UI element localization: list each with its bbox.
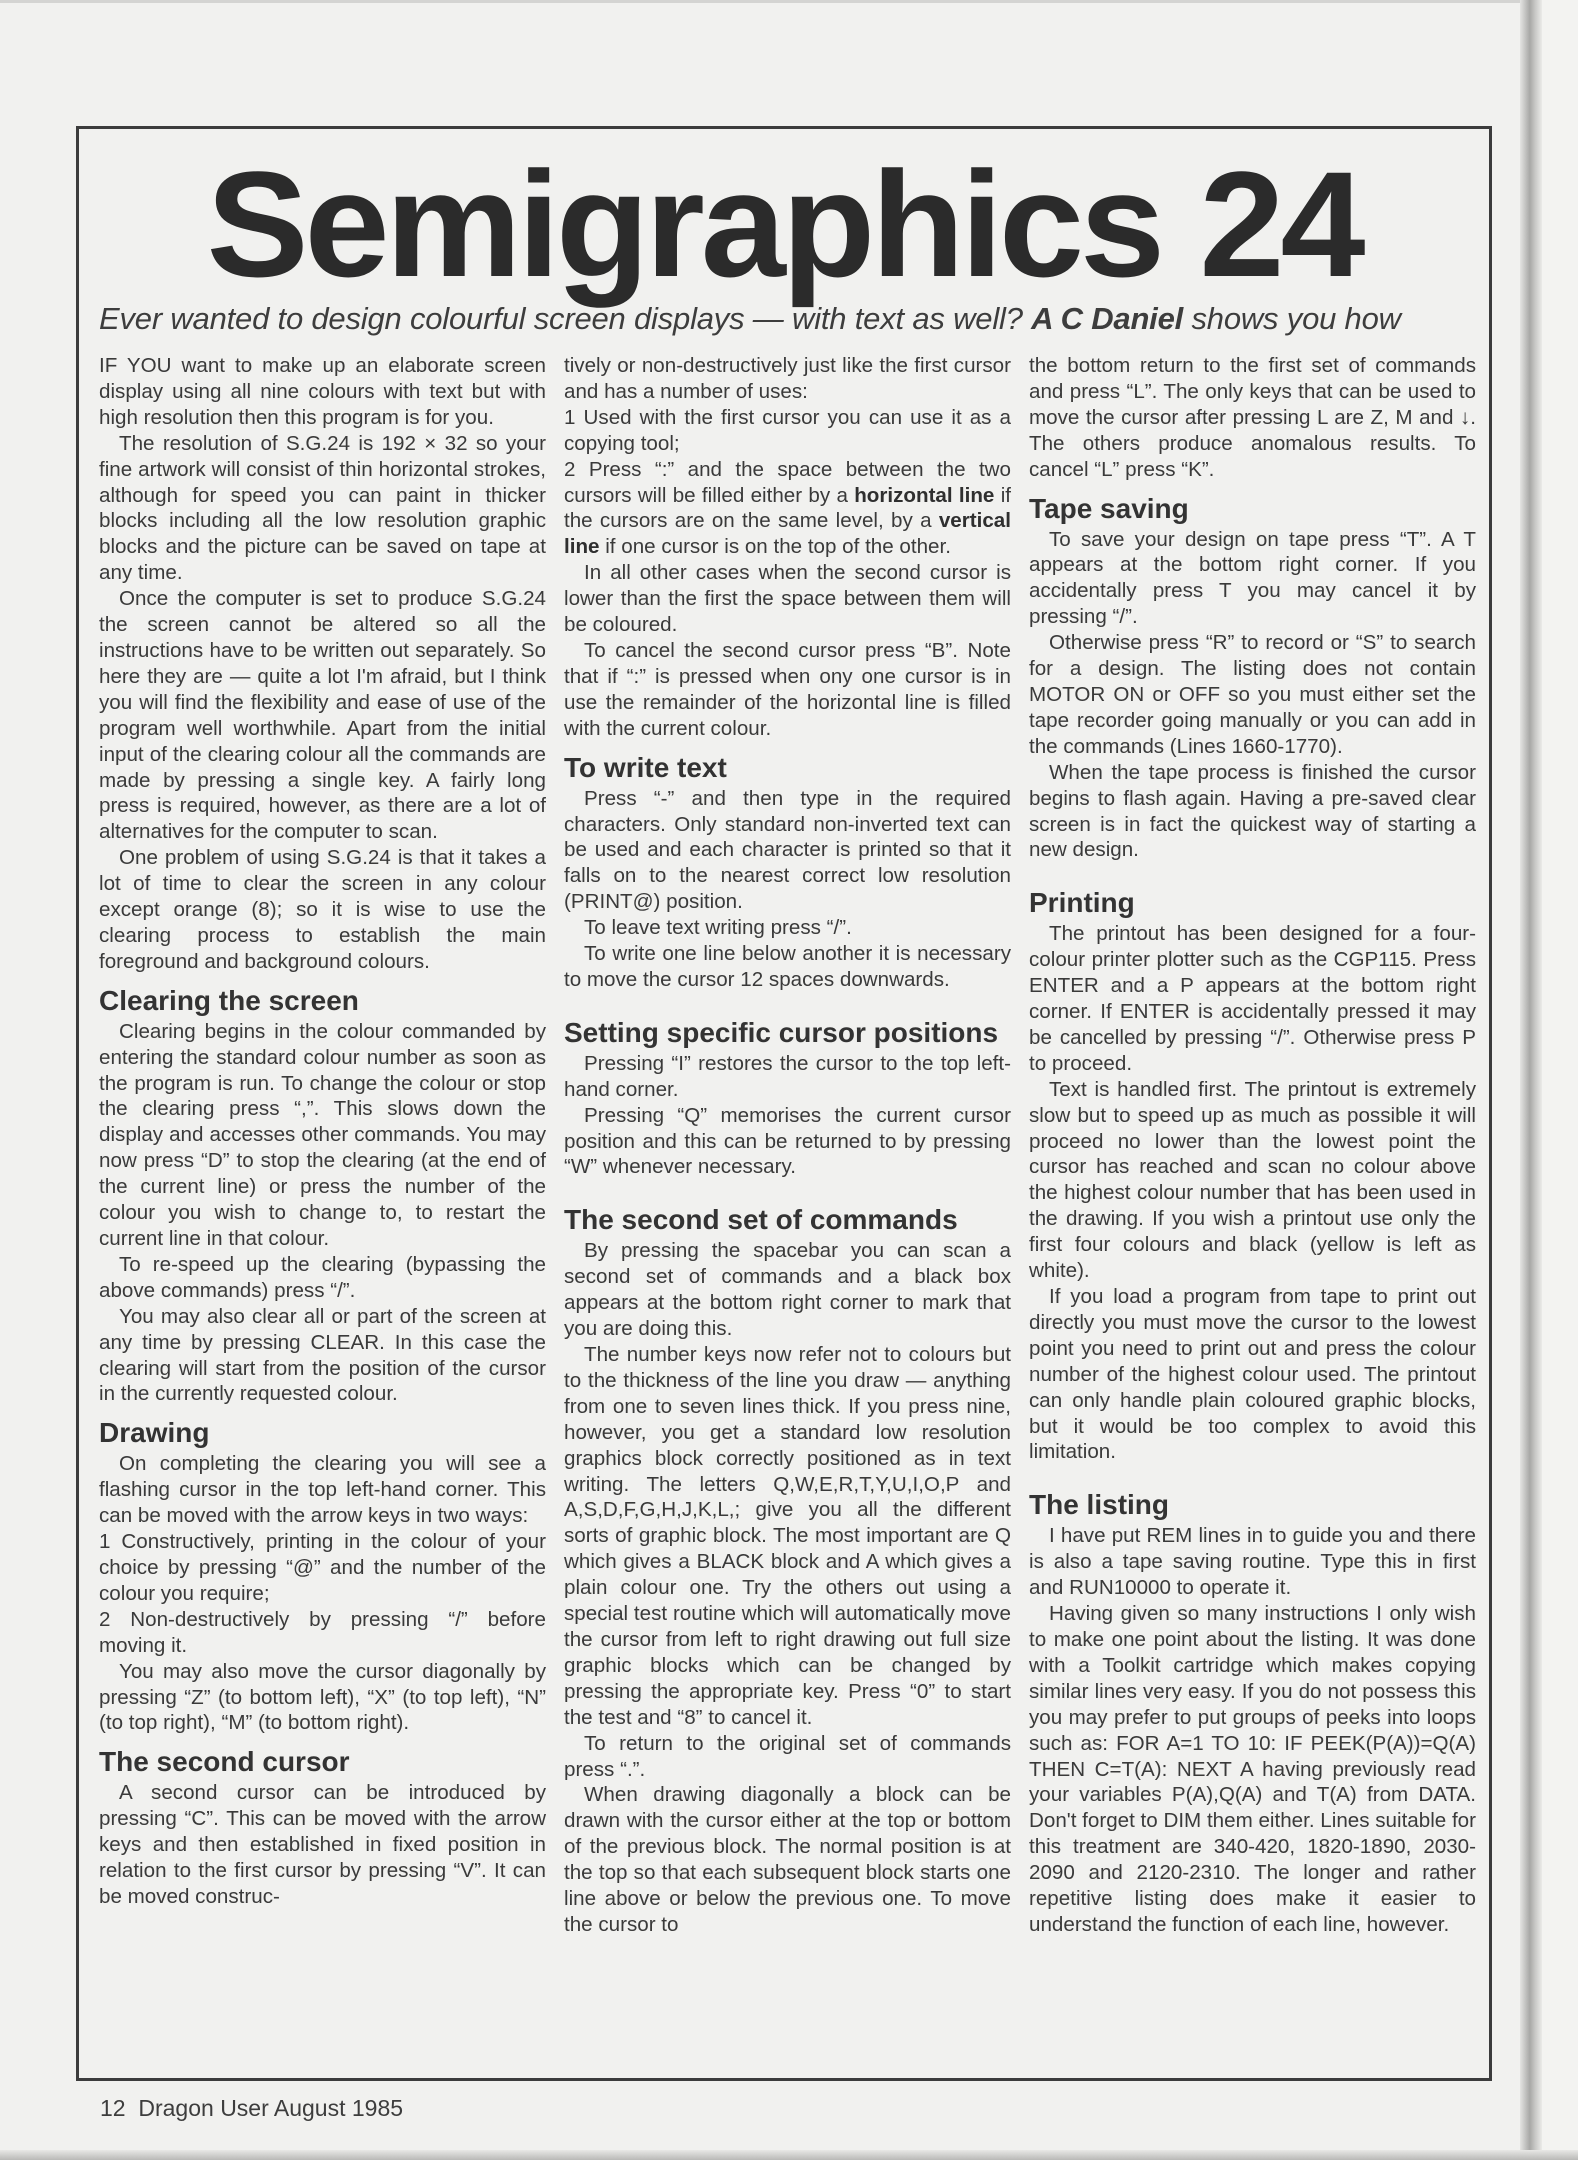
section-heading-printing: Printing [1029, 887, 1135, 919]
paragraph: Text is handled first. The printout is extremely slow but to speed up as much as possible it will proceed no lower than the lowest point the cursor has reached and scan no colour above the highest colour number that has been used in the drawing. If you wish a printout use only the first four colours and black (yellow is left as white). [1029, 1077, 1476, 1283]
paragraph: tively or non-destructively just like the first cursor and has a number of uses: [564, 354, 1011, 403]
section-heading-write-text: To write text [564, 751, 727, 783]
emphasis-horizontal-line: horizontal line [854, 483, 995, 507]
paragraph: The printout has been designed for a four-colour printer plotter such as the CGP115. Press ENTER and a P appears at the bottom right corner. If ENTER is accidentally pressed it may be cancelled by pressing “/”. Otherwise press P to proceed. [1029, 922, 1476, 1075]
section-heading-clearing: Clearing the screen [99, 984, 359, 1016]
intro-paragraph: IF YOU want to make up an elaborate screen display using all nine colours with text but with high resolution then this program is for you. [99, 354, 546, 429]
paragraph: the bottom return to the first set of commands and press “L”. The only keys that can be used to move the cursor after pressing L are Z, M and ↓. The others produce anomalous results. To cancel “L” press “K”. [1029, 354, 1476, 481]
column-3 [1029, 353, 1476, 1938]
paragraph: To cancel the second cursor press “B”. Note that if “:” is pressed when ony one cursor is in use the remainder of the horizontal line is filled with the current colour. [564, 638, 1011, 740]
paragraph: A second cursor can be introduced by pressing “C”. This can be moved with the arrow keys and then established in fixed position in relation to the first cursor by pressing “V”. It can be moved construc- [99, 1781, 546, 1908]
paragraph: I have put REM lines in to guide you and there is also a tape saving routine. Type this in first and RUN10000 to operate it. [1029, 1524, 1476, 1600]
paragraph: If you load a program from tape to print out directly you must move the cursor to the lowest point you need to print out and press the colour number of the highest colour used. The printout can only handle plain coloured graphic blocks, but it would be too complex to avoid this limitation. [1029, 1285, 1476, 1464]
numbered-item: 1 Constructively, printing in the colour of your choice by pressing “@” and the number of the colour you require; [99, 1530, 546, 1605]
page-footer [100, 2095, 403, 2122]
paragraph: Pressing “I” restores the cursor to the top left-hand corner. [564, 1051, 1011, 1101]
page-number: 12 [100, 2095, 126, 2121]
section-heading-second-cursor: The second cursor [99, 1746, 350, 1778]
adjacent-page-edge [1542, 0, 1578, 2160]
publication-issue: Dragon User August 1985 [138, 2095, 404, 2121]
paragraph: Pressing “Q” memorises the current cursor position and this can be returned to by pressing “W” whenever necessary. [564, 1103, 1011, 1179]
author-name: A C Daniel [1031, 301, 1184, 336]
paragraph: To leave text writing press “/”. [584, 916, 852, 940]
paragraph: Having given so many instructions I only wish to make one point about the listing. It was done with a Toolkit cartridge which makes copying similar lines very easy. If you do not possess this you may prefer to put groups of peeks into loops such as: FOR A=1 TO 10: IF PEEK(P(A))=Q(A) THEN C=T(A): NEXT A having previously read your variables P(A),Q(A) and T(A) from DATA. Don't forget to DIM them either. Lines suitable for this treatment are 340-420, 1820-1890, 2030-2090 and 2120-2310. The longer and rather repetitive listing does make it easier to understand the function of each line, however. [1029, 1602, 1476, 1936]
section-heading-listing: The listing [1029, 1489, 1169, 1521]
paragraph: Clearing begins in the colour commanded by entering the standard colour number as soon as the program is run. To change the colour or stop the clearing press “,”. This slows down the display and accesses other commands. You may now press “D” to stop the clearing (at the end of the current line) or press the number of the colour you wish to change to, to restart the current line in that colour. [99, 1019, 546, 1250]
subtitle-tail: shows you how [1191, 301, 1401, 336]
paragraph: To re-speed up the clearing (bypassing the above commands) press “/”. [99, 1252, 546, 1302]
column-2 [564, 353, 1011, 1938]
article-subtitle [99, 301, 1479, 337]
paragraph: To write one line below another it is necessary to move the cursor 12 spaces downwards. [564, 942, 1011, 991]
paragraph: To save your design on tape press “T”. A T appears at the bottom right corner. If you accidentally press T you may cancel it by pressing “/”. [1029, 527, 1476, 629]
paragraph: By pressing the spacebar you can scan a second set of commands and a black box appears at the bottom right corner to mark that you are doing this. [564, 1239, 1011, 1341]
paragraph: When drawing diagonally a block can be drawn with the cursor either at the top or bottom of the previous block. The normal position is at the top so that each subsequent block starts one line above or below the previous one. To move the cursor to [564, 1783, 1011, 1936]
article-frame [76, 126, 1492, 2081]
paragraph: One problem of using S.G.24 is that it takes a lot of time to clear the screen in any colour except orange (8); so it is wise to use the clearing process to establish the main foreground and background colours. [99, 846, 546, 973]
binding-gutter-shadow [1520, 0, 1542, 2160]
paragraph: Otherwise press “R” to record or “S” to search for a design. The listing does not contain MOTOR ON or OFF so you must either set the tape recorder going manually or you can add in the commands (Lines 1660-1770). [1029, 631, 1476, 758]
emphasis-vertical-line: vertical line [564, 509, 1011, 559]
paragraph: Press “-” and then type in the required characters. Only standard non-inverted text can be used and each character is printed so that it falls on to the nearest correct low resolution (PRINT@) position. [564, 786, 1011, 914]
column-1 [99, 353, 546, 1938]
numbered-item: 1 Used with the first cursor you can use it as a copying tool; [564, 405, 1011, 455]
paragraph: The resolution of S.G.24 is 192 × 32 so your fine artwork will consist of thin horizontal strokes, although for speed you can paint in thicker blocks including all the low resolution graphic blocks and the picture can be saved on tape at any time. [99, 431, 546, 585]
article-title: Semigraphics 24 [206, 140, 1362, 308]
subtitle-lead: Ever wanted to design colourful screen displays — with text as well? [99, 301, 1023, 336]
section-heading-second-set: The second set of commands [564, 1204, 958, 1236]
numbered-item: 2 Press “:” and the space between the two cursors will be filled either by a horizontal line if the cursors are on the same level, by a vertical line if one cursor is on the top of the other. [564, 457, 1011, 559]
paragraph: To return to the original set of commands press “.”. [564, 1731, 1011, 1781]
section-heading-cursor-positions: Setting specific cursor positions [564, 1016, 999, 1048]
section-heading-drawing: Drawing [99, 1417, 210, 1449]
page-bottom-edge [0, 2150, 1578, 2160]
paragraph: Once the computer is set to produce S.G.24 the screen cannot be altered so all the instructions have to be written out separately. So here they are — quite a lot I'm afraid, but I think you will find the flexibility and ease of use of the program well worthwhile. Apart from the initial input of the clearing colour all the commands are made by pressing a single key. A fairly long press is required, however, as there are a lot of alternatives for the computer to scan. [99, 587, 546, 844]
section-heading-tape-saving: Tape saving [1029, 492, 1189, 524]
paragraph: The number keys now refer not to colours but to the thickness of the line you draw — anything from one to seven lines thick. If you press nine, however, you get a standard low resolution graphics block correctly positioned as in text writing. The letters Q,W,E,R,T,Y,U,I,O,P and A,S,D,F,G,H,J,K,L,; give you all the different sorts of graphic block. The most important are Q which gives a BLACK block and A which gives a plain colour one. Try the others out using a special test routine which will automatically move the cursor from left to right drawing out full size graphic blocks which can be changed by pressing the appropriate key. Press “0” to start the test and “8” to cancel it. [564, 1343, 1011, 1729]
article-columns [99, 353, 1477, 1938]
paragraph: You may also move the cursor diagonally by pressing “Z” (to bottom left), “X” (to top left), “N” (to top right), “M” (to bottom right). [99, 1659, 546, 1735]
paragraph: In all other cases when the second cursor is lower than the first the space between them will be coloured. [564, 561, 1011, 637]
paragraph: You may also clear all or part of the screen at any time by pressing CLEAR. In this case the clearing will start from the position of the cursor in the currently requested colour. [99, 1304, 546, 1406]
paragraph: When the tape process is finished the cursor begins to flash again. Having a pre-saved clear screen is in fact the quickest way of starting a new design. [1029, 760, 1476, 862]
numbered-item: 2 Non-destructively by pressing “/” before moving it. [99, 1607, 546, 1657]
page-top-edge [0, 0, 1578, 3]
paragraph: On completing the clearing you will see a flashing cursor in the top left-hand corner. This can be moved with the arrow keys in two ways: [99, 1452, 546, 1528]
